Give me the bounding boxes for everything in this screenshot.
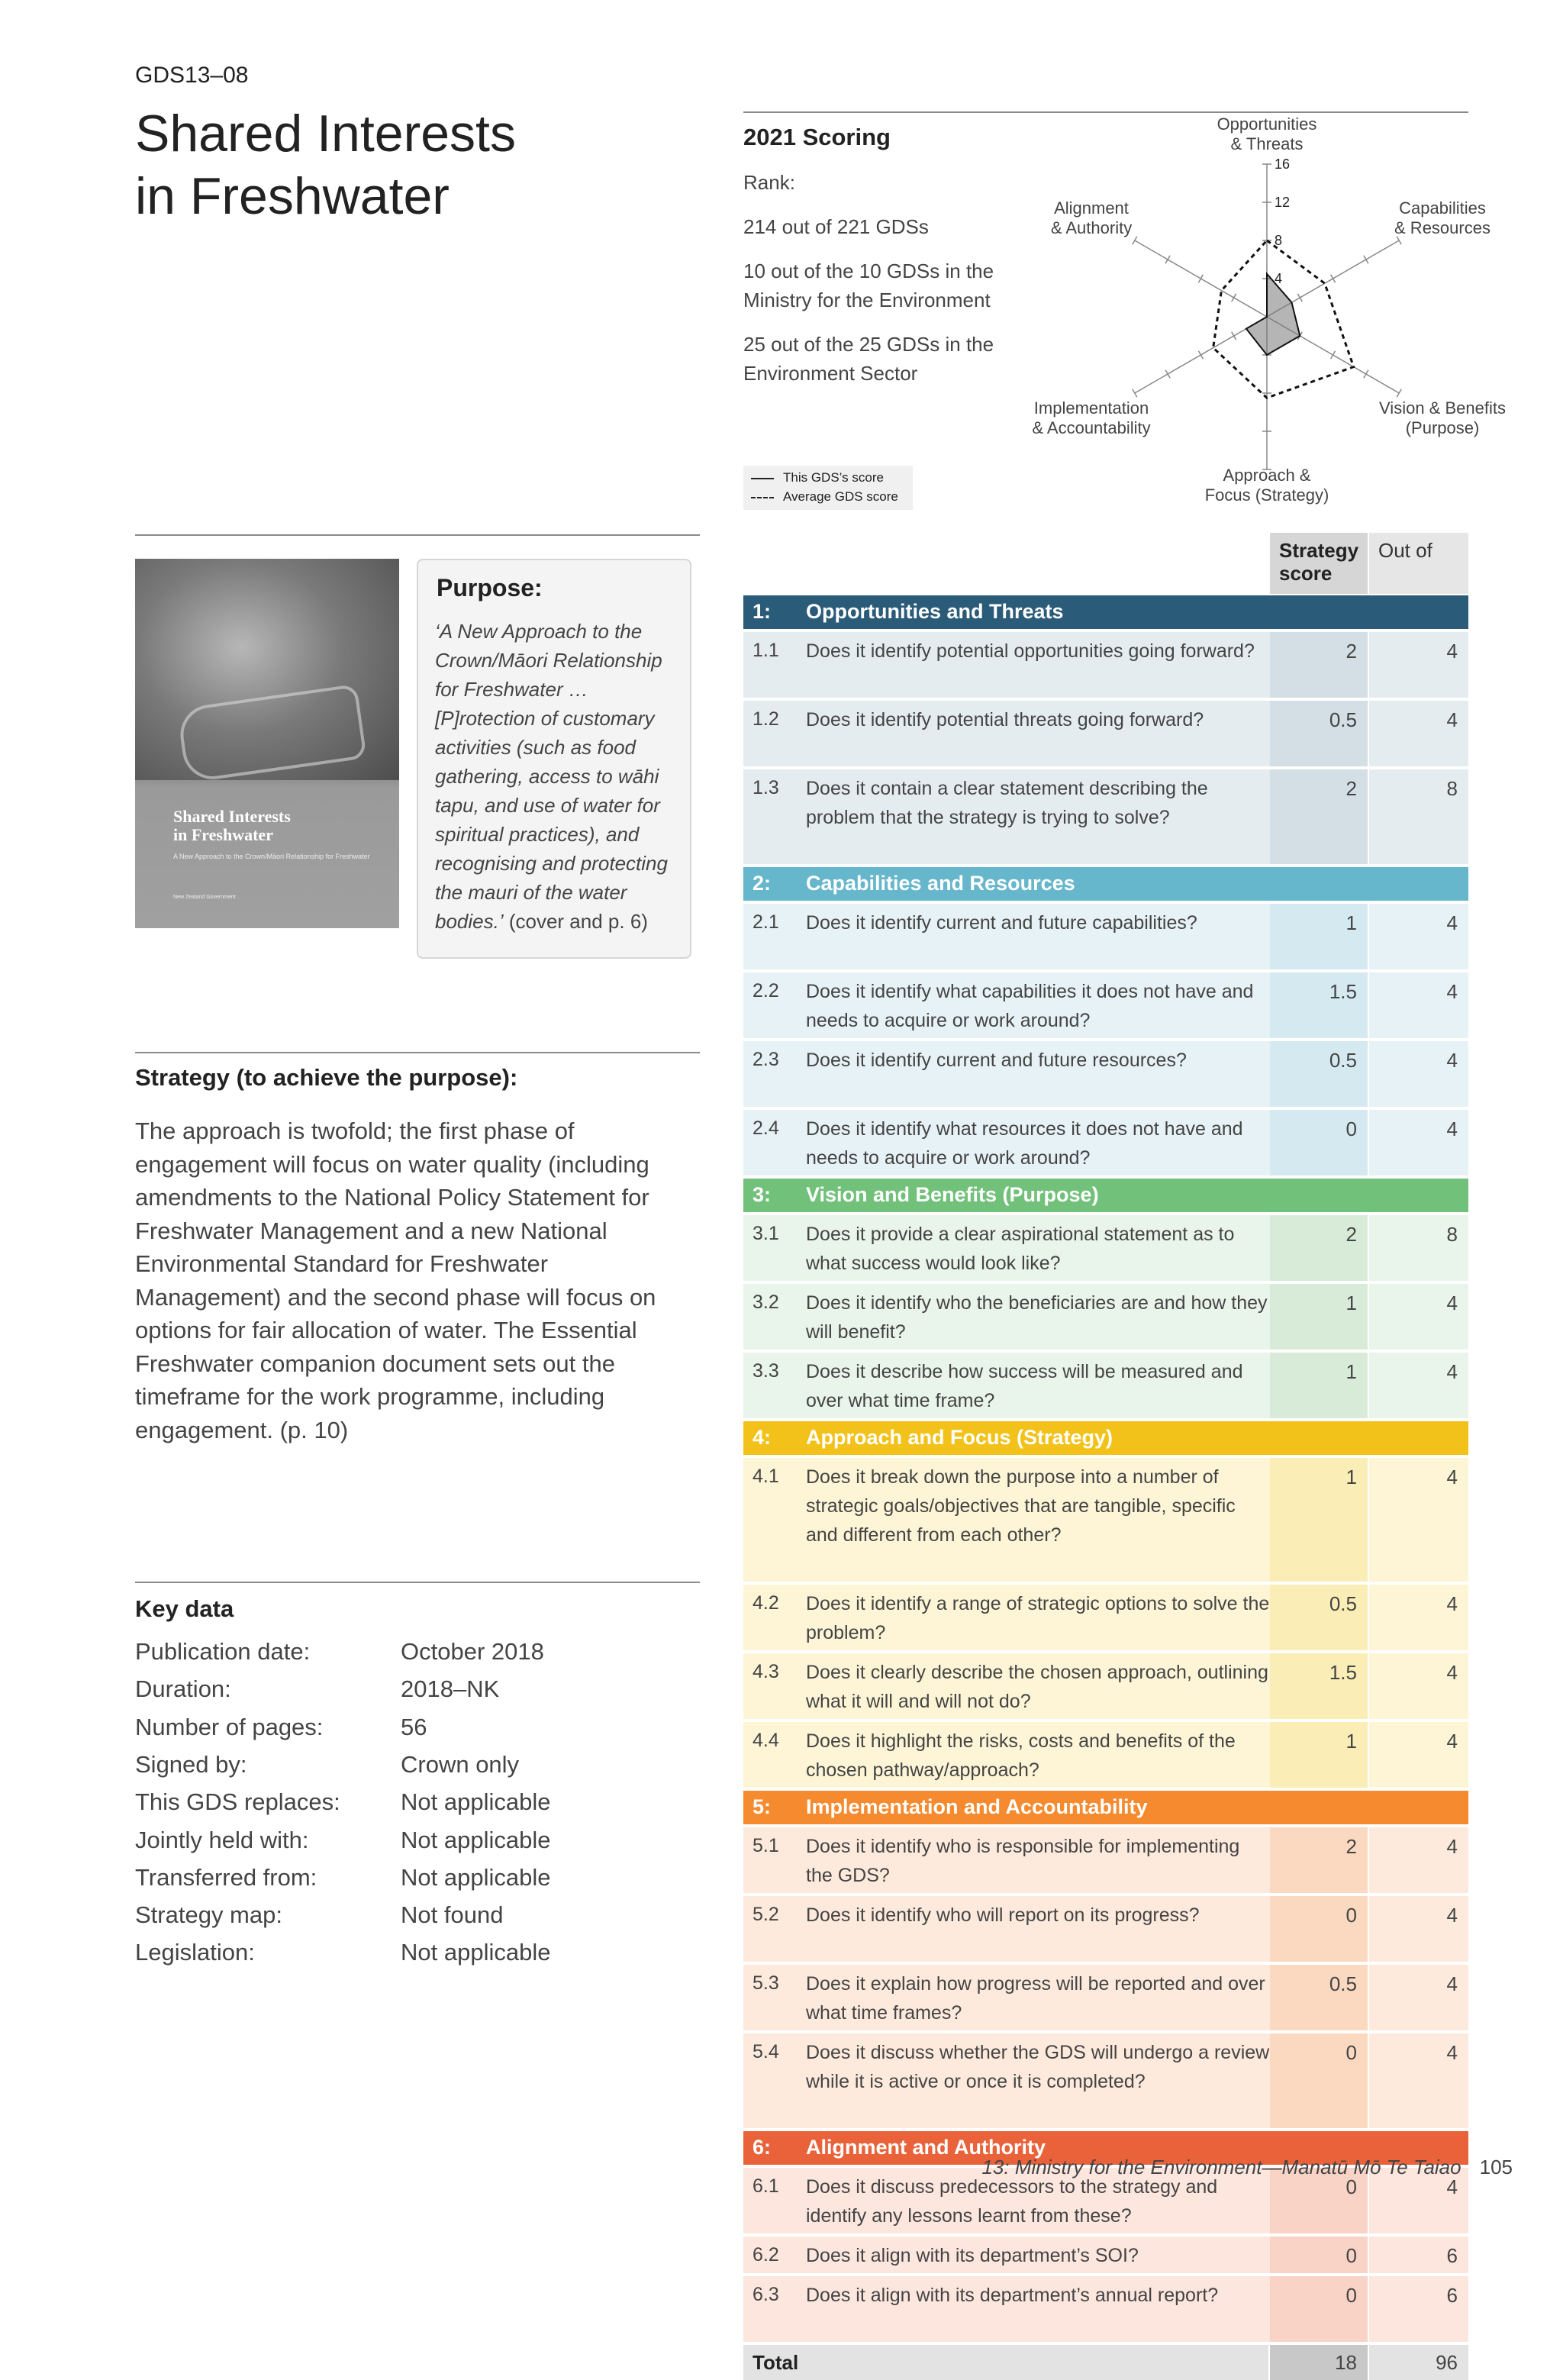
question-text: Does it highlight the risks, costs and benefits of the chosen pathway/approach? xyxy=(797,1722,1270,1788)
radar-chart xyxy=(1032,114,1506,519)
key-data-value: October 2018 xyxy=(401,1638,544,1665)
question-number: 3.2 xyxy=(743,1284,797,1350)
question-text: Does it contain a clear statement describing the problem that the strategy is trying to solve? xyxy=(797,769,1270,864)
key-data-row xyxy=(135,1675,700,1713)
question-text: Does it identify a range of strategic options to solve the problem? xyxy=(797,1585,1270,1650)
table-row xyxy=(743,1965,1468,2030)
page-title xyxy=(135,102,715,227)
key-data-row xyxy=(135,1714,700,1751)
page-number: 105 xyxy=(1479,2156,1513,2178)
strategy-score: 1 xyxy=(1270,1722,1368,1788)
key-data-value: Not applicable xyxy=(401,1826,551,1853)
radar-tick-mark xyxy=(1331,275,1336,282)
scoring-heading: 2021 Scoring xyxy=(743,124,891,150)
question-number: 5.3 xyxy=(743,1965,797,2030)
cover-title xyxy=(173,808,387,844)
key-data-row xyxy=(135,1901,700,1939)
strategy-score: 0.5 xyxy=(1270,1585,1368,1650)
divider xyxy=(135,1052,700,1053)
radar-tick-label: 8 xyxy=(1275,233,1283,248)
strategy-text: The approach is twofold; the first phase of engagement will focus on water quality (including amendments to the National Policy Statement for Freshwater Management and a new National Environmental Standard for Freshwater Management) and the second phase will focus on options for fair allocation of water. The Essential Freshwater companion document sets out the timeframe for the work programme, including engagement. (p. 10) xyxy=(135,1117,656,1443)
key-data-value: 2018–NK xyxy=(401,1675,500,1703)
question-text: Does it describe how success will be measured and over what time frame? xyxy=(797,1353,1270,1418)
cover-photo xyxy=(135,559,399,780)
table-row xyxy=(743,632,1468,698)
divider xyxy=(743,111,1468,113)
key-data-value: Not applicable xyxy=(401,1788,551,1816)
total-row xyxy=(743,2345,1468,2380)
key-data-label: Transferred from: xyxy=(135,1863,317,1891)
max-score: 6 xyxy=(1369,2236,1468,2273)
question-text: Does it identify current and future capabilities? xyxy=(797,904,1270,969)
strategy-score: 2 xyxy=(1270,769,1368,864)
total-label: Total xyxy=(743,2345,1268,2380)
key-data-value: Not applicable xyxy=(401,1939,551,1966)
radar-tick-mark xyxy=(1364,256,1368,263)
total-strategy-score: 18 xyxy=(1270,2345,1368,2380)
key-data-label: Duration: xyxy=(135,1675,231,1703)
strategy-score: 1 xyxy=(1270,1458,1368,1582)
max-score: 4 xyxy=(1369,2033,1468,2128)
table-row xyxy=(743,2033,1468,2128)
max-score: 8 xyxy=(1369,769,1468,864)
table-row xyxy=(743,1722,1468,1788)
question-number: 1.3 xyxy=(743,769,797,864)
section-number: 2: xyxy=(752,872,772,895)
strategy-score: 1.5 xyxy=(1270,972,1368,1038)
strategy-score: 0 xyxy=(1270,2033,1368,2128)
question-number: 6.1 xyxy=(743,2168,797,2233)
legend-item-this-gds xyxy=(751,470,884,485)
legend-item-average xyxy=(751,489,898,505)
rank-label: Rank: xyxy=(743,171,795,194)
header-out-of: Out of xyxy=(1369,533,1468,594)
chart-legend xyxy=(743,466,913,510)
radar-axis-label: Implementation xyxy=(1033,398,1149,418)
key-data-row xyxy=(135,1864,700,1901)
question-number: 4.1 xyxy=(743,1458,797,1582)
radar-tick-label: 16 xyxy=(1275,156,1291,172)
rank-sector: 25 out of the 25 GDSs in the Environment Sector xyxy=(743,333,994,385)
strategy-heading: Strategy (to achieve the purpose): xyxy=(135,1064,518,1091)
question-text: Does it identify current and future resources? xyxy=(797,1041,1270,1107)
question-text: Does it break down the purpose into a number of strategic goals/objectives that are tangible, specific and different from each other? xyxy=(797,1458,1270,1582)
strategy-score: 1 xyxy=(1270,904,1368,969)
max-score: 6 xyxy=(1369,2276,1468,2342)
section-number: 4: xyxy=(752,1426,772,1449)
key-data-label: Publication date: xyxy=(135,1638,311,1665)
strategy-score: 0 xyxy=(1270,1110,1368,1175)
radar-tick-mark xyxy=(1198,351,1203,359)
radar-tick-mark xyxy=(1297,294,1302,302)
table-row xyxy=(743,1653,1468,1719)
radar-tick-mark xyxy=(1232,332,1236,340)
radar-tick-mark xyxy=(1133,237,1137,244)
divider xyxy=(135,1582,700,1583)
header-strategy-score: Strategy score xyxy=(1270,533,1368,594)
question-text: Does it provide a clear aspirational statement as to what success would look like? xyxy=(797,1215,1270,1281)
radar-axis-label: Alignment xyxy=(1054,198,1129,218)
cover-logo: New Zealand Government xyxy=(173,895,236,900)
table-row xyxy=(743,1041,1468,1107)
key-data-row xyxy=(135,1638,700,1675)
max-score: 4 xyxy=(1369,632,1468,698)
document-code: GDS13–08 xyxy=(135,63,249,88)
question-text: Does it identify who the beneficiaries are and how they will benefit? xyxy=(797,1284,1270,1350)
question-number: 6.2 xyxy=(743,2236,797,2273)
key-data-label: Strategy map: xyxy=(135,1901,282,1929)
table-row xyxy=(743,769,1468,864)
legend-label: This GDS’s score xyxy=(783,470,884,485)
section-number: 3: xyxy=(752,1183,772,1206)
radar-axis-label: Capabilities xyxy=(1399,198,1486,218)
strategy-score: 0.5 xyxy=(1270,1041,1368,1107)
question-text: Does it identify potential opportunities going forward? xyxy=(797,632,1270,698)
divider xyxy=(135,534,700,536)
question-number: 2.4 xyxy=(743,1110,797,1175)
question-number: 5.2 xyxy=(743,1896,797,1962)
max-score: 4 xyxy=(1369,904,1468,969)
table-row xyxy=(743,1896,1468,1962)
strategy-score: 0 xyxy=(1270,2236,1368,2273)
radar-tick-mark xyxy=(1364,370,1368,378)
question-number: 4.4 xyxy=(743,1722,797,1788)
max-score: 4 xyxy=(1369,2168,1468,2233)
key-data-label: Number of pages: xyxy=(135,1713,324,1740)
max-score: 4 xyxy=(1369,1827,1468,1893)
table-row xyxy=(743,1215,1468,1281)
section-title: Vision and Benefits (Purpose) xyxy=(806,1183,1099,1206)
key-data-row xyxy=(135,1788,700,1826)
legend-label: Average GDS score xyxy=(783,489,898,504)
radar-axis-label: & Accountability xyxy=(1032,418,1151,437)
question-number: 3.3 xyxy=(743,1353,797,1418)
question-text: Does it align with its department’s annual report? xyxy=(797,2276,1270,2342)
question-number: 2.2 xyxy=(743,972,797,1038)
question-number: 4.3 xyxy=(743,1653,797,1719)
key-data-value: Not found xyxy=(401,1901,504,1929)
radar-axis-label: & Threats xyxy=(1230,134,1304,153)
question-text: Does it identify what capabilities it does not have and needs to acquire or work around? xyxy=(797,972,1270,1038)
key-data-row xyxy=(135,1751,700,1788)
question-number: 5.4 xyxy=(743,2033,797,2128)
purpose-heading: Purpose: xyxy=(437,574,543,601)
total-max-score: 96 xyxy=(1369,2345,1468,2380)
table-row xyxy=(743,1827,1468,1893)
footer-text: 13: Ministry for the Environment—Manatū Mō Te Taiao xyxy=(981,2156,1461,2178)
radar-axis-label: Vision & Benefits xyxy=(1379,398,1506,418)
key-data-heading: Key data xyxy=(135,1595,234,1622)
rank-overall: 214 out of 221 GDSs xyxy=(743,215,929,238)
question-number: 1.2 xyxy=(743,701,797,766)
key-data-row xyxy=(135,1827,700,1864)
question-number: 5.1 xyxy=(743,1827,797,1893)
strategy-score: 2 xyxy=(1270,1215,1368,1281)
question-text: Does it identify who will report on its progress? xyxy=(797,1896,1270,1962)
max-score: 4 xyxy=(1369,972,1468,1038)
radar-tick-label: 12 xyxy=(1275,195,1291,210)
question-number: 4.2 xyxy=(743,1585,797,1650)
section-title: Opportunities and Threats xyxy=(806,600,1064,623)
max-score: 4 xyxy=(1369,1722,1468,1788)
max-score: 8 xyxy=(1369,1215,1468,1281)
cover-title-line-1: Shared Interests xyxy=(173,807,291,826)
title-line-1: Shared Interests xyxy=(135,105,516,163)
radar-tick-mark xyxy=(1397,237,1401,244)
table-row xyxy=(743,1284,1468,1350)
question-number: 2.1 xyxy=(743,904,797,969)
radar-tick-label: 4 xyxy=(1275,271,1283,286)
radar-axis-label: Approach & xyxy=(1223,466,1311,485)
radar-tick-mark xyxy=(1133,389,1137,397)
question-text: Does it explain how progress will be reported and over what time frames? xyxy=(797,1965,1270,2030)
max-score: 4 xyxy=(1369,1353,1468,1418)
strategy-score: 2 xyxy=(1270,1827,1368,1893)
radar-axis-label: & Resources xyxy=(1394,218,1490,237)
radar-axis-label: Opportunities xyxy=(1217,114,1317,134)
section-title: Capabilities and Resources xyxy=(806,872,1075,895)
question-text: Does it clearly describe the chosen approach, outlining what it will and will not do? xyxy=(797,1653,1270,1719)
purpose-citation: (cover and p. 6) xyxy=(503,910,648,933)
max-score: 4 xyxy=(1369,1284,1468,1350)
table-row xyxy=(743,972,1468,1038)
section-header xyxy=(743,1179,1468,1212)
radar-tick-mark xyxy=(1397,389,1401,397)
section-header xyxy=(743,595,1468,629)
rank-ministry: 10 out of the 10 GDSs in the Ministry for the Environment xyxy=(743,260,994,311)
section-title: Implementation and Accountability xyxy=(806,1795,1148,1818)
key-data-value: Crown only xyxy=(401,1750,520,1778)
radar-axis-label: & Authority xyxy=(1050,218,1133,237)
section-number: 1: xyxy=(752,600,772,623)
question-text: Does it identify potential threats going forward? xyxy=(797,701,1270,766)
radar-tick-mark xyxy=(1331,351,1336,359)
section-number: 6: xyxy=(752,2136,772,2159)
max-score: 4 xyxy=(1369,1110,1468,1175)
question-number: 6.3 xyxy=(743,2276,797,2342)
question-text: Does it discuss whether the GDS will undergo a review while it is active or once it is completed? xyxy=(797,2033,1270,2128)
section-title: Alignment and Authority xyxy=(806,2136,1046,2159)
purpose-text xyxy=(435,617,687,936)
table-row xyxy=(743,2276,1468,2342)
max-score: 4 xyxy=(1369,1896,1468,1962)
max-score: 4 xyxy=(1369,1965,1468,2030)
strategy-score: 0 xyxy=(1270,2276,1368,2342)
question-text: Does it align with its department’s SOI? xyxy=(797,2236,1270,2273)
table-row xyxy=(743,904,1468,969)
cover-image xyxy=(135,559,399,928)
table-row xyxy=(743,701,1468,766)
question-number: 3.1 xyxy=(743,1215,797,1281)
strategy-score: 2 xyxy=(1270,632,1368,698)
max-score: 4 xyxy=(1369,1041,1468,1107)
question-number: 2.3 xyxy=(743,1041,797,1107)
strategy-score: 0 xyxy=(1270,2168,1368,2233)
strategy-score: 1 xyxy=(1270,1284,1368,1350)
purpose-quote: ‘A New Approach to the Crown/Māori Relationship for Freshwater … [P]rotection of customary activities (such as food gathering, access to wāhi tapu, and use of water for spiritual practices), and recognising and protecting the mauri of the water bodies.’ xyxy=(435,620,668,933)
series-this-gds xyxy=(1246,274,1300,355)
strategy-score: 1 xyxy=(1270,1353,1368,1418)
strategy-score: 1.5 xyxy=(1270,1653,1368,1719)
question-number: 1.1 xyxy=(743,632,797,698)
radar-tick-mark xyxy=(1165,256,1170,263)
radar-axis-label: (Purpose) xyxy=(1405,418,1480,437)
max-score: 4 xyxy=(1369,1585,1468,1650)
radar-tick-mark xyxy=(1198,275,1203,282)
table-row xyxy=(743,1458,1468,1582)
strategy-score: 0.5 xyxy=(1270,1965,1368,2030)
radar-axis-label: Focus (Strategy) xyxy=(1204,485,1329,505)
section-header xyxy=(743,1421,1468,1455)
cover-title-line-2: in Freshwater xyxy=(173,825,273,844)
max-score: 4 xyxy=(1369,1458,1468,1582)
question-text: Does it discuss predecessors to the strategy and identify any lessons learnt from these? xyxy=(797,2168,1270,2233)
question-text: Does it identify who is responsible for implementing the GDS? xyxy=(797,1827,1270,1893)
key-data-label: Legislation: xyxy=(135,1939,255,1966)
question-text: Does it identify what resources it does not have and needs to acquire or work around? xyxy=(797,1110,1270,1175)
key-data-label: Signed by: xyxy=(135,1750,247,1778)
strategy-score: 0.5 xyxy=(1270,701,1368,766)
section-header xyxy=(743,1791,1468,1824)
table-row xyxy=(743,1585,1468,1650)
page-footer xyxy=(981,2156,1513,2179)
key-data-label: This GDS replaces: xyxy=(135,1788,340,1816)
title-line-2: in Freshwater xyxy=(135,167,450,225)
key-data-label: Jointly held with: xyxy=(135,1826,309,1853)
table-row xyxy=(743,1110,1468,1175)
section-number: 5: xyxy=(752,1795,772,1818)
section-header xyxy=(743,867,1468,901)
key-data-row xyxy=(135,1939,700,1976)
radar-tick-mark xyxy=(1165,370,1170,378)
table-row xyxy=(743,2236,1468,2273)
max-score: 4 xyxy=(1369,701,1468,766)
table-row xyxy=(743,1353,1468,1418)
cover-subtitle: A New Approach to the Crown/Māori Relationship for Freshwater xyxy=(173,853,370,860)
max-score: 4 xyxy=(1369,1653,1468,1719)
key-data-value: Not applicable xyxy=(401,1863,551,1891)
section-title: Approach and Focus (Strategy) xyxy=(806,1426,1113,1449)
key-data-value: 56 xyxy=(401,1713,427,1740)
strategy-score: 0 xyxy=(1270,1896,1368,1962)
radar-tick-mark xyxy=(1232,294,1236,302)
